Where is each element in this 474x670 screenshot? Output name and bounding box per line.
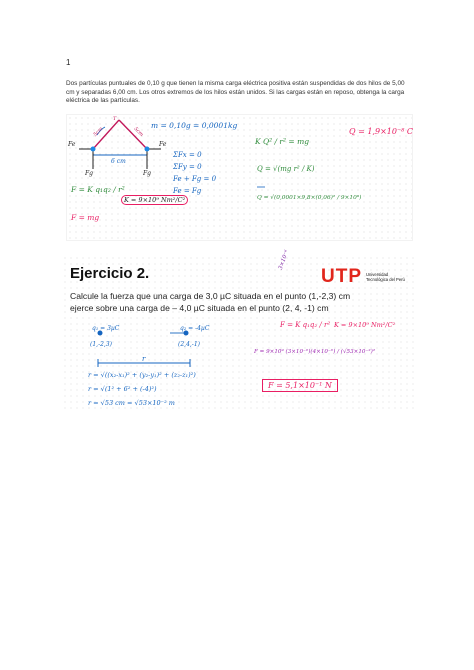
f-numeric: F = 9×10⁹ (3×10⁻⁶)(4×10⁻⁶) / (√53×10⁻²)² bbox=[254, 349, 376, 355]
q1-note: q₁ = 3µC bbox=[92, 325, 120, 332]
sum-fx: ΣFx = 0 bbox=[173, 151, 202, 159]
fe-eq: Fe = Fg bbox=[173, 187, 202, 195]
label-fg-left: Fg bbox=[85, 170, 94, 177]
q-sqrt: Q = √(mg r² / K) bbox=[257, 165, 315, 173]
k2-constant: K = 9×10⁹ Nm²/C² bbox=[334, 321, 396, 329]
kq2-eq: K Q² / r² = mg bbox=[255, 137, 309, 146]
r-label: r bbox=[142, 355, 146, 363]
exercise-line-1: Calcule la fuerza que una carga de 3,0 µC situada en el punto (1,-2,3) cm bbox=[70, 291, 351, 301]
p1-note: (1,-2,3) bbox=[90, 341, 112, 348]
label-fe-left: Fe bbox=[68, 141, 76, 148]
r-value: r = √53 cm = √53×10⁻² m bbox=[88, 399, 175, 407]
p2-note: (2,4,-1) bbox=[178, 341, 200, 348]
exercise-slide bbox=[62, 249, 414, 413]
label-6cm: 6 cm bbox=[111, 158, 126, 165]
q-result: Q = 1,9×10⁻⁸ C bbox=[349, 127, 414, 136]
r-expand: r = √(1² + 6² + (-4)²) bbox=[88, 385, 157, 393]
k-constant: K = 9×10⁹ Nm²/C² bbox=[121, 195, 188, 205]
page-number: 1 bbox=[66, 58, 71, 67]
label-5cm-right: 5cm bbox=[132, 126, 145, 138]
notes-pad-1 bbox=[66, 114, 413, 241]
r-formula: r = √((x₂-x₁)² + (y₂-y₁)² + (z₂-z₁)²) bbox=[88, 371, 196, 379]
coulomb-law: F = K q₁q₂ / r² bbox=[71, 185, 125, 194]
sum-fy: ΣFy = 0 bbox=[173, 163, 202, 171]
problem-statement: Dos partículas puntuales de 0,10 g que tienen la misma carga eléctrica positiva están suspendidas de dos hilos de 5,00 cm y separadas 6,00 cm. Los otros extremos de los hilos están unidos. Si las cargas están en reposo, obtenga la carga eléctrica de las partículas. bbox=[66, 80, 405, 105]
logo-mark: UTP bbox=[321, 266, 362, 287]
label-5cm-left: 5cm bbox=[92, 126, 105, 138]
f-formula: F = K q₁q₂ / r² bbox=[280, 321, 331, 329]
exercise-line-2: ejerce sobre una carga de – 4,0 µC situada en el punto (2, 4, -1) cm bbox=[70, 302, 329, 313]
label-fg-right: Fg bbox=[143, 170, 152, 177]
top-annotation: 3×10⁻⁶ bbox=[277, 249, 291, 271]
exercise-title: Ejercicio 2. bbox=[70, 265, 150, 282]
label-t: T bbox=[113, 116, 117, 122]
f-result: F = 5,1×10⁻¹ N bbox=[262, 379, 338, 392]
q2-note: q₂ = -4µC bbox=[180, 325, 210, 332]
q-numeric: Q = √(0,0001×9,8×(0,06)² / 9×10⁹) bbox=[257, 195, 362, 201]
mass-note: m = 0,10g = 0,0001kg bbox=[151, 121, 238, 130]
logo-subtitle: Universidad Tecnológica del Perú bbox=[366, 272, 405, 282]
f-mg: F = mg bbox=[71, 213, 100, 222]
fe-fg: Fe + Fg = 0 bbox=[173, 175, 217, 183]
label-fe-right: Fe bbox=[159, 141, 167, 148]
